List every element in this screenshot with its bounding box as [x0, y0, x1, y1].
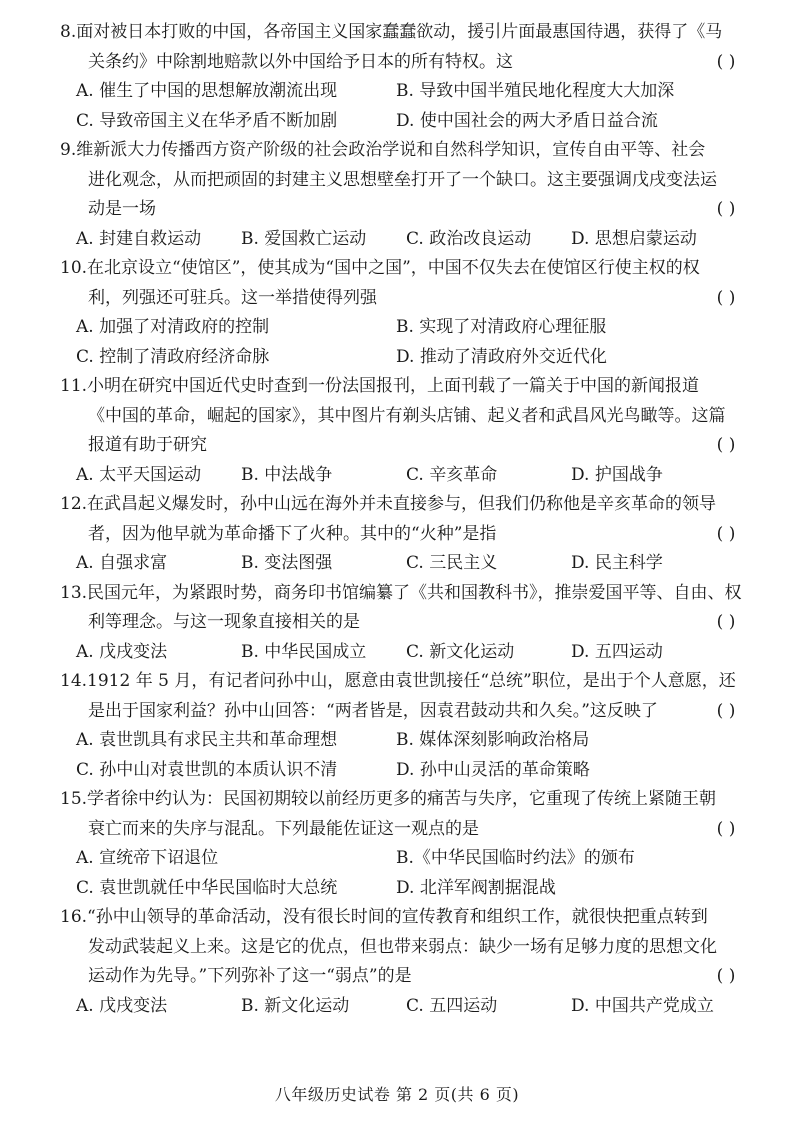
- answer-blank[interactable]: ( ): [716, 287, 736, 308]
- option-D[interactable]: D. 思想启蒙运动: [571, 228, 697, 249]
- option-D[interactable]: D. 推动了清政府外交近代化: [396, 346, 607, 367]
- question-stem-text: 利等理念。与这一现象直接相关的是: [88, 612, 360, 632]
- options: [76, 461, 754, 491]
- question-stem-line: [88, 284, 754, 314]
- options: [76, 313, 754, 372]
- question-stem-line: [88, 815, 754, 845]
- option-C[interactable]: C. 控制了清政府经济命脉: [76, 346, 270, 367]
- option-A[interactable]: A. 太平天国运动: [76, 464, 202, 485]
- option-D[interactable]: D. 护国战争: [571, 464, 663, 485]
- question-stem-text: 14.1912 年 5 月，有记者问孙中山，愿意由袁世凯接任“总统”职位，是出于个人意愿，还: [60, 671, 736, 691]
- option-D[interactable]: D. 使中国社会的两大矛盾日益合流: [396, 110, 658, 131]
- options: [76, 225, 754, 255]
- question-15: [60, 785, 754, 903]
- option-D[interactable]: D. 北洋军阀割据混战: [396, 877, 556, 898]
- option-D[interactable]: D. 中国共产党成立: [571, 995, 714, 1016]
- question-stem-text: 11.小明在研究中国近代史时查到一份法国报刊，上面刊载了一篇关于中国的新闻报道: [60, 376, 700, 396]
- question-stem-text: 关条约》中除割地赔款以外中国给予日本的所有特权。这: [88, 51, 513, 72]
- option-B[interactable]: B. 实现了对清政府心理征服: [396, 317, 607, 337]
- option-row: [76, 726, 754, 756]
- option-C[interactable]: C. 孙中山对袁世凯的本质认识不清: [76, 759, 338, 780]
- question-stem-line: [88, 520, 754, 550]
- question-stem-line: [88, 608, 754, 638]
- question-stem-text: 动是一场: [88, 199, 156, 219]
- option-A[interactable]: A. 自强求富: [76, 553, 168, 573]
- question-stem-text: 运动作为先导。”下列弥补了这一“弱点”的是: [88, 966, 412, 986]
- question-stem-text: 《中国的革命，崛起的国家》，其中图片有剃头店铺、起义者和武昌风光鸟瞰等。这篇: [88, 405, 726, 426]
- answer-blank[interactable]: ( ): [716, 435, 736, 455]
- option-B[interactable]: B. 新文化运动: [241, 995, 350, 1016]
- question-16: [60, 903, 754, 1021]
- option-row: [76, 343, 754, 373]
- question-stem-line: [88, 48, 754, 78]
- question-stem-text: 报道有助于研究: [88, 435, 207, 455]
- option-row: [76, 107, 754, 137]
- question-9: [60, 136, 754, 254]
- option-C[interactable]: C. 三民主义: [406, 553, 498, 573]
- option-C[interactable]: C. 政治改良运动: [406, 228, 532, 249]
- options: [76, 549, 754, 579]
- question-13: [60, 579, 754, 668]
- question-list: [60, 18, 754, 1021]
- question-10: [60, 254, 754, 372]
- question-12: [60, 490, 754, 579]
- answer-blank[interactable]: ( ): [716, 612, 736, 632]
- question-stem-text: 10.在北京设立“使馆区”，使其成为“国中之国”，中国不仅失去在使馆区行使主权的权: [60, 258, 700, 278]
- options: [76, 77, 754, 136]
- option-A[interactable]: A. 宣统帝下诏退位: [76, 848, 219, 868]
- option-C[interactable]: C. 新文化运动: [406, 641, 515, 662]
- question-stem-line: [88, 195, 754, 225]
- question-stem-line: [60, 667, 754, 697]
- option-A[interactable]: A. 戊戌变法: [76, 995, 168, 1016]
- answer-blank[interactable]: ( ): [716, 818, 736, 839]
- option-row: [76, 874, 754, 904]
- question-stem-text: 进化观念，从而把顽固的封建主义思想壁垒打开了一个缺口。这主要强调戊戌变法运: [88, 169, 717, 190]
- question-stem-line: [88, 431, 754, 461]
- option-row: [76, 638, 754, 668]
- question-stem-text: 16.“孙中山领导的革命活动，没有很长时间的宣传教育和组织工作，就很快把重点转到: [60, 907, 708, 927]
- options: [76, 726, 754, 785]
- option-row: [76, 461, 754, 491]
- question-8: [60, 18, 754, 136]
- answer-blank[interactable]: ( ): [716, 523, 736, 544]
- question-stem-text: 者，因为他早就为革命播下了火种。其中的“火种”是指: [88, 523, 497, 544]
- option-B[interactable]: B. 爱国救亡运动: [241, 228, 367, 249]
- question-stem-line: [88, 402, 754, 432]
- question-stem-text: 是出于国家利益？孙中山回答：“两者皆是，因袁君鼓动共和久矣。”这反映了: [88, 700, 658, 721]
- answer-blank[interactable]: ( ): [716, 966, 736, 986]
- question-stem-text: 15.学者徐中约认为：民国初期较以前经历更多的痛苦与失序，它重现了传统上紧随王朝: [60, 789, 717, 809]
- option-A[interactable]: A. 戊戌变法: [76, 641, 168, 662]
- question-stem-text: 12.在武昌起义爆发时，孙中山远在海外并未直接参与，但我们仍称他是辛亥革命的领导: [60, 494, 717, 514]
- option-A[interactable]: A. 加强了对清政府的控制: [76, 317, 270, 337]
- option-row: [76, 992, 754, 1022]
- option-A[interactable]: A. 催生了中国的思想解放潮流出现: [76, 81, 338, 101]
- option-D[interactable]: D. 民主科学: [571, 553, 663, 573]
- answer-blank[interactable]: ( ): [716, 51, 736, 72]
- option-B[interactable]: B. 媒体深刻影响政治格局: [396, 730, 590, 750]
- question-11: [60, 372, 754, 490]
- option-row: [76, 756, 754, 786]
- question-14: [60, 667, 754, 785]
- options: [76, 638, 754, 668]
- question-stem-line: [60, 785, 754, 815]
- question-stem-line: [60, 254, 754, 284]
- question-stem-line: [88, 166, 754, 196]
- option-C[interactable]: C. 五四运动: [406, 995, 498, 1016]
- options: [76, 844, 754, 903]
- options: [76, 992, 754, 1022]
- question-stem-text: 8.面对被日本打败的中国，各帝国主义国家蠢蠢欲动，援引片面最惠国待遇，获得了《马: [60, 22, 723, 42]
- option-B[interactable]: B. 中华民国成立: [241, 641, 367, 662]
- option-D[interactable]: D. 孙中山灵活的革命策略: [396, 759, 590, 780]
- option-A[interactable]: A. 封建自救运动: [76, 228, 202, 249]
- option-B[interactable]: B. 导致中国半殖民地化程度大大加深: [396, 81, 675, 101]
- option-D[interactable]: D. 五四运动: [571, 641, 663, 662]
- option-row: [76, 225, 754, 255]
- question-stem-line: [60, 136, 754, 166]
- option-row: [76, 77, 754, 107]
- option-row: [76, 313, 754, 343]
- question-stem-text: 13.民国元年，为紧跟时势，商务印书馆编纂了《共和国教科书》，推崇爱国平等、自由、权: [60, 582, 742, 603]
- option-row: [76, 844, 754, 874]
- question-stem-text: 9.维新派大力传播西方资产阶级的社会政治学说和自然科学知识，宣传自由平等、社会: [60, 140, 706, 160]
- answer-blank[interactable]: ( ): [716, 199, 736, 219]
- question-stem-line: [88, 962, 754, 992]
- question-stem-line: [60, 903, 754, 933]
- option-B[interactable]: B. 中法战争: [241, 464, 333, 485]
- option-B[interactable]: B.《中华民国临时约法》的颁布: [396, 848, 635, 868]
- page-footer: 八年级历史试卷 第 2 页(共 6 页): [274, 1085, 520, 1104]
- option-B[interactable]: B. 变法图强: [241, 553, 333, 573]
- option-A[interactable]: A. 袁世凯具有求民主共和革命理想: [76, 730, 338, 750]
- question-stem-text: 利，列强还可驻兵。这一举措使得列强: [88, 287, 377, 308]
- question-stem-line: [88, 697, 754, 727]
- question-stem-line: [60, 18, 754, 48]
- question-stem-text: 发动武装起义上来。这是它的优点，但也带来弱点：缺少一场有足够力度的思想文化: [88, 936, 717, 957]
- question-stem-line: [60, 372, 754, 402]
- option-C[interactable]: C. 导致帝国主义在华矛盾不断加剧: [76, 110, 338, 131]
- question-stem-line: [60, 579, 754, 609]
- answer-blank[interactable]: ( ): [716, 700, 736, 721]
- option-row: [76, 549, 754, 579]
- option-C[interactable]: C. 袁世凯就任中华民国临时大总统: [76, 877, 338, 898]
- question-stem-line: [60, 490, 754, 520]
- option-C[interactable]: C. 辛亥革命: [406, 464, 498, 485]
- question-stem-line: [88, 933, 754, 963]
- question-stem-text: 衰亡而来的失序与混乱。下列最能佐证这一观点的是: [88, 818, 479, 839]
